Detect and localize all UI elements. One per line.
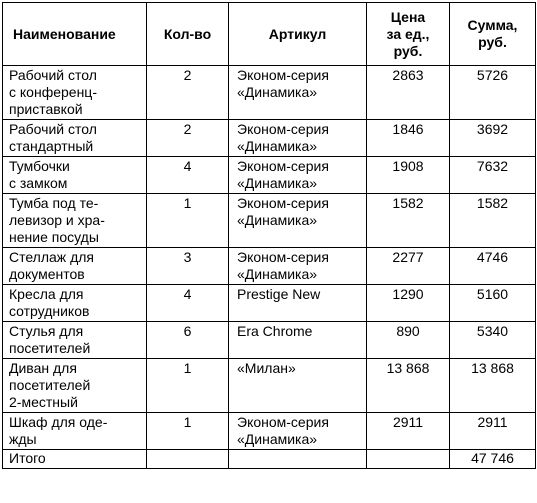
cell-article: Эконом-серия «Динамика» <box>229 194 367 248</box>
cell-article: Prestige New <box>229 285 367 322</box>
cell-name: Кресла для сотрудников <box>3 285 147 322</box>
cell-price: 890 <box>367 322 450 359</box>
table-row <box>3 120 536 157</box>
cell-name: Рабочий стол с конференц- приставкой <box>3 66 147 120</box>
total-label: Итого <box>3 450 147 469</box>
table-row <box>3 413 536 450</box>
cell-article: Эконом-серия «Динамика» <box>229 248 367 285</box>
cell-sum: 4746 <box>450 248 536 285</box>
cell-price: 2277 <box>367 248 450 285</box>
table-footer <box>3 450 536 469</box>
cell-article: Эконом-серия «Динамика» <box>229 120 367 157</box>
cell-price: 2911 <box>367 413 450 450</box>
cell-name: Тумбочки с замком <box>3 157 147 194</box>
cell-sum: 5160 <box>450 285 536 322</box>
cell-article: Era Chrome <box>229 322 367 359</box>
table-row <box>3 359 536 413</box>
table-row <box>3 194 536 248</box>
table-row <box>3 157 536 194</box>
cell-price: 1290 <box>367 285 450 322</box>
table-row <box>3 322 536 359</box>
cell-sum: 7632 <box>450 157 536 194</box>
cell-name: Стулья для посетителей <box>3 322 147 359</box>
cell-name: Тумба под те- левизор и хра- нение посуды <box>3 194 147 248</box>
cell-sum: 2911 <box>450 413 536 450</box>
price-table <box>2 2 536 469</box>
header-row <box>3 3 536 66</box>
cell-qty: 1 <box>147 359 229 413</box>
cell-qty: 6 <box>147 322 229 359</box>
cell-price: 2863 <box>367 66 450 120</box>
cell-sum: 5726 <box>450 66 536 120</box>
cell-price: 1582 <box>367 194 450 248</box>
cell-qty: 1 <box>147 194 229 248</box>
cell-article: Эконом-серия «Динамика» <box>229 413 367 450</box>
total-qty-empty <box>147 450 229 469</box>
cell-qty: 4 <box>147 157 229 194</box>
cell-name: Шкаф для оде- жды <box>3 413 147 450</box>
table-row <box>3 285 536 322</box>
total-row <box>3 450 536 469</box>
cell-qty: 4 <box>147 285 229 322</box>
table-body <box>3 66 536 450</box>
cell-qty: 2 <box>147 120 229 157</box>
header-price: Цена за ед., руб. <box>367 3 450 66</box>
table-row <box>3 248 536 285</box>
cell-name: Рабочий стол стандартный <box>3 120 147 157</box>
cell-name: Диван для посетителей 2-местный <box>3 359 147 413</box>
table-header <box>3 3 536 66</box>
cell-qty: 1 <box>147 413 229 450</box>
cell-qty: 3 <box>147 248 229 285</box>
cell-sum: 13 868 <box>450 359 536 413</box>
cell-sum: 1582 <box>450 194 536 248</box>
cell-qty: 2 <box>147 66 229 120</box>
cell-article: Эконом-серия «Динамика» <box>229 66 367 120</box>
cell-price: 1908 <box>367 157 450 194</box>
total-sum: 47 746 <box>450 450 536 469</box>
cell-price: 13 868 <box>367 359 450 413</box>
header-article: Артикул <box>229 3 367 66</box>
cell-price: 1846 <box>367 120 450 157</box>
total-article-empty <box>229 450 367 469</box>
header-sum: Сумма, руб. <box>450 3 536 66</box>
cell-sum: 3692 <box>450 120 536 157</box>
cell-article: «Милан» <box>229 359 367 413</box>
total-price-empty <box>367 450 450 469</box>
cell-sum: 5340 <box>450 322 536 359</box>
cell-name: Стеллаж для документов <box>3 248 147 285</box>
cell-article: Эконом-серия «Динамика» <box>229 157 367 194</box>
header-qty: Кол-во <box>147 3 229 66</box>
table-row <box>3 66 536 120</box>
header-name: Наименование <box>3 3 147 66</box>
